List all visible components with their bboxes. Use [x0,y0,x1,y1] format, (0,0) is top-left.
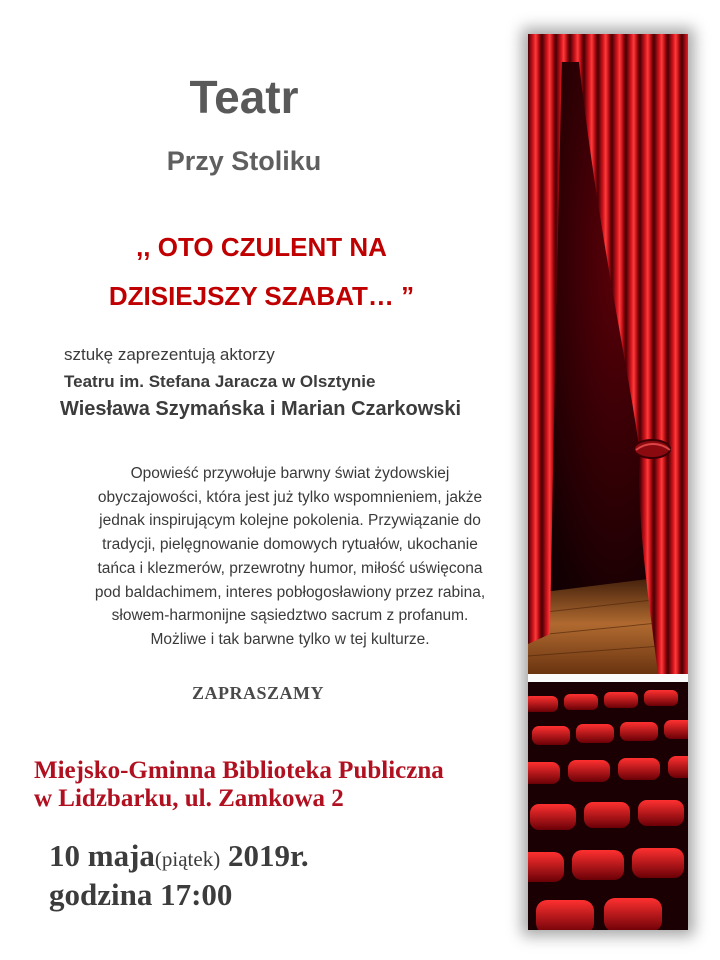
description-line: jednak inspirującym kolejne pokolenia. Przywiązanie do [99,512,481,530]
actors-intro: sztukę zaprezentują aktorzy [64,345,275,364]
play-title-line-2: DZISIEJSZY SZABAT… ” [108,281,415,311]
description-line: obyczajowości, która jest już tylko wspomnieniem, jakże [97,488,483,506]
description-line: Opowieść przywołuje barwny świat żydowskiej [130,465,450,482]
event-weekday: (piątek) [154,847,221,871]
venue-name: Miejsko-Gminna Biblioteka Publiczna [34,757,444,784]
curtain-tie [634,440,670,458]
actors-names: Wiesława Szymańska i Marian Czarkowski [60,398,462,420]
invitation-heading: ZAPRASZAMY [192,683,325,703]
theatre-curtain-image [528,34,688,930]
event-year: 2019r. [220,838,309,873]
event-day: 10 maja [49,838,155,873]
description-line: tańca i klezmerów, przewrotny humor, miłość uświęcona [97,559,483,577]
page-title: Teatr [189,71,299,123]
description-line: tradycji, pielęgnowanie domowych rytuałów, ukochanie [102,536,478,554]
venue-address: w Lidzbarku, ul. Zamkowa 2 [34,785,344,812]
page-subtitle: Przy Stoliku [166,146,322,176]
description-line: Możliwe i tak barwne tylko w tej kulturze. [150,630,430,648]
play-title-line-1: ,, OTO CZULENT NA [136,232,387,262]
play-description [20,462,560,652]
actors-theatre: Teatru im. Stefana Jaracza w Olsztynie [64,372,376,391]
event-time: godzina 17:00 [49,877,233,912]
event-date [49,838,309,874]
description-line: pod baldachimem, interes pobłogosławiony przez rabina, [94,583,486,601]
description-line: słowem-harmonijne sąsiedztwo sacrum z profanum. [111,607,469,625]
